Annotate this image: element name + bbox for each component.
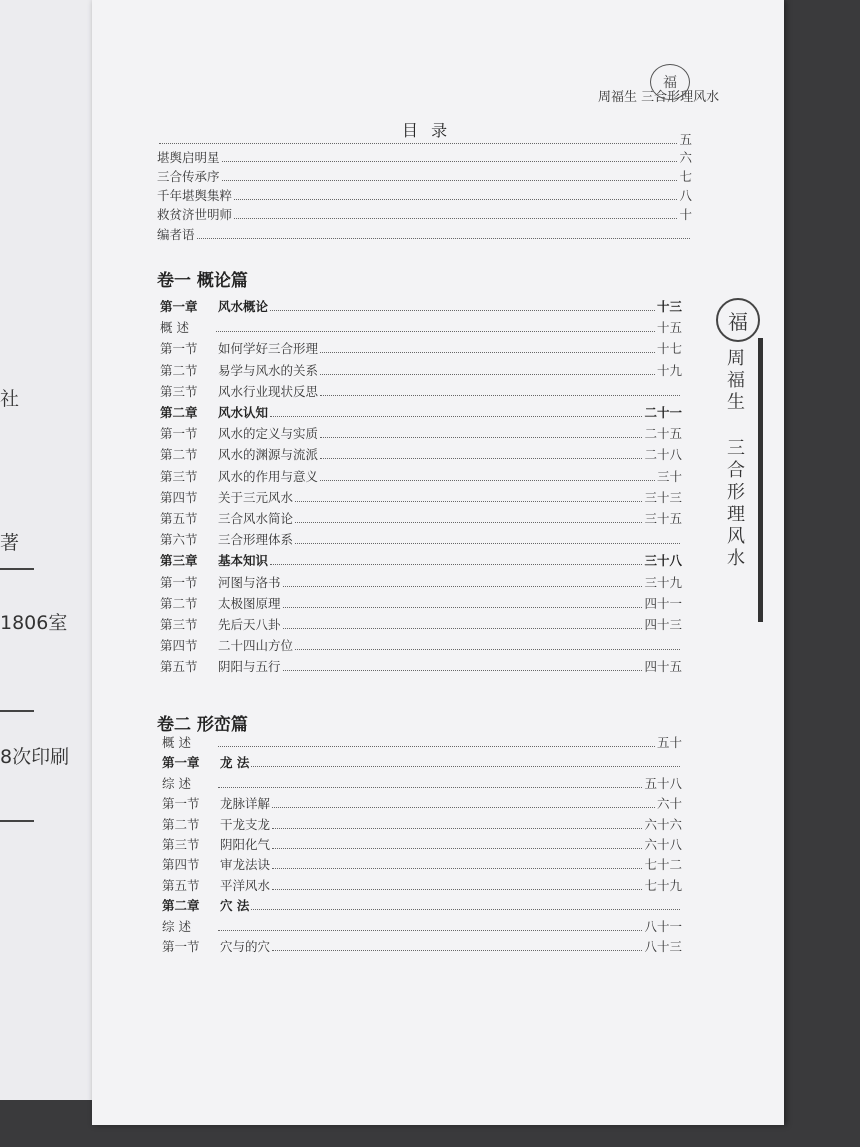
- toc-page-number: 八: [679, 188, 692, 203]
- toc-entry: [160, 657, 682, 675]
- left-page-rule: [0, 820, 34, 822]
- dot-leader: [272, 950, 642, 951]
- dot-leader: [251, 909, 680, 910]
- toc-front-entry: [157, 186, 692, 204]
- toc-chapter-entry: [160, 403, 682, 421]
- dot-leader: [283, 628, 643, 629]
- toc-entry-title: 太极图原理: [218, 595, 281, 611]
- toc-page-number: 十: [679, 207, 692, 222]
- dot-leader: [283, 607, 643, 608]
- dot-leader: [216, 331, 655, 332]
- fu-emblem: 福: [716, 298, 760, 342]
- side-rule: [758, 338, 763, 622]
- toc-entry: [160, 530, 682, 548]
- toc-entry: [160, 467, 682, 485]
- toc-page: [92, 0, 784, 1125]
- toc-page-number: 五十八: [644, 775, 682, 791]
- toc-entry: [160, 445, 682, 463]
- toc-entry-title: 如何学好三合形理: [218, 341, 319, 357]
- left-page-fragment: 著: [0, 532, 20, 554]
- toc-entry: [162, 815, 682, 833]
- toc-page-number: 四十三: [644, 617, 682, 632]
- dot-leader: [272, 889, 642, 890]
- toc-page-number: 三十五: [644, 511, 682, 526]
- toc-entry-number: 第一节: [160, 341, 198, 357]
- toc-entry-title: 平洋风水: [220, 877, 271, 893]
- toc-page-number: 十九: [656, 362, 682, 378]
- toc-page-number: 三十八: [644, 553, 682, 569]
- toc-entry: [160, 573, 682, 591]
- toc-entry-title: 干龙支龙: [220, 816, 271, 832]
- toc-page-number: 六十六: [644, 816, 682, 832]
- toc-front-entry: [157, 225, 692, 243]
- toc-entry: [160, 318, 682, 336]
- volume-heading: 卷二 形峦篇: [157, 715, 248, 735]
- toc-entry-number: 第二章: [162, 898, 200, 914]
- dot-leader: [272, 848, 642, 849]
- toc-entry: [162, 835, 682, 853]
- toc-entry-title: 风水的定义与实质: [218, 426, 319, 442]
- toc-page-number: 五十: [656, 735, 682, 750]
- toc-entry-number: 第一节: [162, 796, 200, 812]
- toc-entry-number: 第一节: [160, 574, 198, 590]
- dot-leader: [295, 543, 680, 544]
- dot-leader: [272, 868, 642, 869]
- toc-entry: [160, 339, 682, 357]
- dot-leader: [320, 352, 655, 353]
- toc-page-number: 六十八: [644, 837, 682, 852]
- dot-leader: [222, 180, 678, 181]
- running-head: 周福生 三合形理风水: [598, 90, 720, 105]
- dot-leader: [270, 416, 642, 417]
- side-author: 周福生: [727, 348, 745, 413]
- toc-page-number: 二十五: [644, 426, 682, 442]
- toc-entry-title: 穴 法: [220, 898, 250, 914]
- toc-entry-number: 第三章: [160, 553, 198, 569]
- seal-logo: 福: [650, 64, 690, 100]
- dot-leader: [159, 143, 677, 144]
- dot-leader: [234, 199, 677, 200]
- toc-entry-number: 第二节: [160, 595, 198, 611]
- dot-leader: [234, 218, 677, 219]
- toc-page-number: 六: [679, 150, 692, 165]
- toc-entry-title: 救贫济世明师: [157, 207, 233, 222]
- dot-leader: [270, 564, 642, 565]
- toc-entry-title: 千年堪舆集粹: [157, 188, 233, 203]
- toc-entry-title: 风水的作用与意义: [218, 468, 319, 484]
- dot-leader: [251, 766, 680, 767]
- toc-entry-title: 风水概论: [218, 299, 269, 314]
- toc-entry-number: 第一章: [160, 299, 198, 314]
- toc-chapter-entry: [162, 753, 682, 771]
- left-page-rule: [0, 568, 34, 570]
- toc-front-entry: [157, 205, 692, 223]
- toc-entry: [160, 509, 682, 527]
- toc-front-entry: [157, 130, 692, 148]
- dot-leader: [320, 437, 642, 438]
- toc-front-entry: [157, 167, 692, 185]
- toc-page-number: 六十: [656, 796, 682, 812]
- toc-entry-title: 龙脉详解: [220, 796, 271, 812]
- dot-leader: [295, 501, 642, 502]
- toc-entry-title: 审龙法诀: [220, 857, 271, 873]
- left-page-rule: [0, 710, 34, 712]
- toc-entry-title: 阴阳与五行: [218, 659, 281, 675]
- toc-entry-number: 第二节: [160, 447, 198, 463]
- toc-entry-number: 第六节: [160, 532, 198, 548]
- toc-entry-title: 风水的渊源与流派: [218, 447, 319, 463]
- toc-page-number: 五: [679, 132, 692, 147]
- toc-entry-number: 第三节: [160, 468, 198, 484]
- toc-entry-title: 三合形理体系: [218, 532, 294, 548]
- toc-entry-title: 风水行业现状反思: [218, 383, 319, 399]
- toc-entry-number: 第二节: [160, 362, 198, 378]
- side-book-title: 三合形理风水: [727, 438, 745, 569]
- left-page-fragment: 社: [0, 388, 20, 410]
- toc-entry-number: 第三节: [160, 383, 198, 399]
- toc-title: 目 录: [402, 121, 452, 140]
- toc-entry-number: 第四节: [160, 489, 198, 505]
- toc-page-number: 十七: [656, 341, 682, 357]
- toc-entry-number: 第二节: [162, 816, 200, 832]
- toc-entry-number: 第五节: [160, 659, 198, 675]
- toc-entry: [162, 733, 682, 751]
- toc-chapter-entry: [160, 297, 682, 315]
- dot-leader: [283, 670, 643, 671]
- toc-entry: [162, 917, 682, 935]
- toc-page-number: 七十二: [644, 857, 682, 873]
- toc-chapter-entry: [162, 896, 682, 914]
- dot-leader: [320, 458, 642, 459]
- toc-page-number: 八十三: [644, 939, 682, 954]
- toc-entry-number: 概 述: [162, 735, 191, 750]
- toc-entry-title: 基本知识: [218, 553, 269, 569]
- toc-entry-number: 第四节: [160, 638, 198, 654]
- toc-page-number: 八十一: [644, 918, 682, 934]
- toc-entry-number: 第一节: [160, 426, 198, 442]
- toc-entry-title: 河图与洛书: [218, 574, 281, 590]
- toc-entry-number: 概 述: [160, 320, 189, 336]
- side-tab: [714, 298, 772, 618]
- toc-entry: [162, 794, 682, 812]
- toc-page-number: 三十九: [644, 574, 682, 590]
- dot-leader: [222, 161, 678, 162]
- toc-entry-number: 第五节: [162, 877, 200, 893]
- toc-entry-title: 易学与风水的关系: [218, 362, 319, 378]
- toc-entry-number: 第三节: [160, 617, 198, 632]
- toc-entry-number: 第三节: [162, 837, 200, 852]
- toc-chapter-entry: [160, 551, 682, 569]
- dot-leader: [272, 828, 642, 829]
- dot-leader: [320, 374, 655, 375]
- toc-entry-title: 风水认知: [218, 405, 269, 420]
- toc-entry-number: 第一章: [162, 755, 200, 771]
- toc-entry: [160, 488, 682, 506]
- toc-page-number: 三十三: [644, 489, 682, 505]
- toc-entry: [162, 876, 682, 894]
- toc-entry-number: 第四节: [162, 857, 200, 873]
- toc-page-number: 二十一: [644, 405, 682, 420]
- dot-leader: [197, 238, 690, 239]
- dot-leader: [218, 930, 642, 931]
- toc-entry: [162, 774, 682, 792]
- toc-entry-title: 关于三元风水: [218, 489, 294, 505]
- dot-leader: [295, 522, 642, 523]
- toc-entry-title: 穴与的穴: [220, 939, 271, 954]
- dot-leader: [283, 586, 643, 587]
- toc-entry: [160, 594, 682, 612]
- dot-leader: [320, 480, 655, 481]
- toc-entry: [160, 424, 682, 442]
- toc-entry-number: 综 述: [162, 918, 191, 934]
- toc-entry-number: 综 述: [162, 775, 191, 791]
- toc-page-number: 四十一: [644, 595, 682, 611]
- toc-entry-title: 先后天八卦: [218, 617, 281, 632]
- toc-page-number: 二十八: [644, 447, 682, 463]
- toc-entry-number: 第一节: [162, 939, 200, 954]
- dot-leader: [218, 746, 655, 747]
- left-page-fragment: 1806室: [0, 612, 68, 634]
- toc-entry-title: 阴阳化气: [220, 837, 271, 852]
- toc-page-number: 七十九: [644, 877, 682, 893]
- toc-page-number: 十三: [656, 299, 682, 314]
- toc-entry: [162, 855, 682, 873]
- toc-entry-title: 堪舆启明星: [157, 150, 220, 165]
- toc-page-number: 十五: [656, 320, 682, 336]
- dot-leader: [218, 787, 642, 788]
- toc-page-number: 七: [679, 169, 692, 184]
- toc-entry: [160, 615, 682, 633]
- toc-page-number: 四十五: [644, 659, 682, 675]
- toc-front-entry: [157, 148, 692, 166]
- toc-entry: [162, 937, 682, 955]
- toc-entry-title: 龙 法: [220, 755, 250, 771]
- volume-heading: 卷一 概论篇: [157, 271, 248, 291]
- toc-entry: [160, 361, 682, 379]
- toc-entry-title: 二十四山方位: [218, 638, 294, 654]
- toc-entry: [160, 382, 682, 400]
- dot-leader: [272, 807, 655, 808]
- left-page-fragment: 8次印刷: [0, 746, 70, 768]
- toc-entry: [160, 636, 682, 654]
- toc-entry-number: 第二章: [160, 405, 198, 420]
- toc-entry-title: 编者语: [157, 227, 195, 242]
- toc-entry-number: 第五节: [160, 511, 198, 526]
- toc-page-number: 三十: [656, 468, 682, 484]
- dot-leader: [295, 649, 680, 650]
- dot-leader: [320, 395, 680, 396]
- toc-entry-title: 三合传承序: [157, 169, 220, 184]
- toc-entry-title: 三合风水简论: [218, 511, 294, 526]
- dot-leader: [270, 310, 655, 311]
